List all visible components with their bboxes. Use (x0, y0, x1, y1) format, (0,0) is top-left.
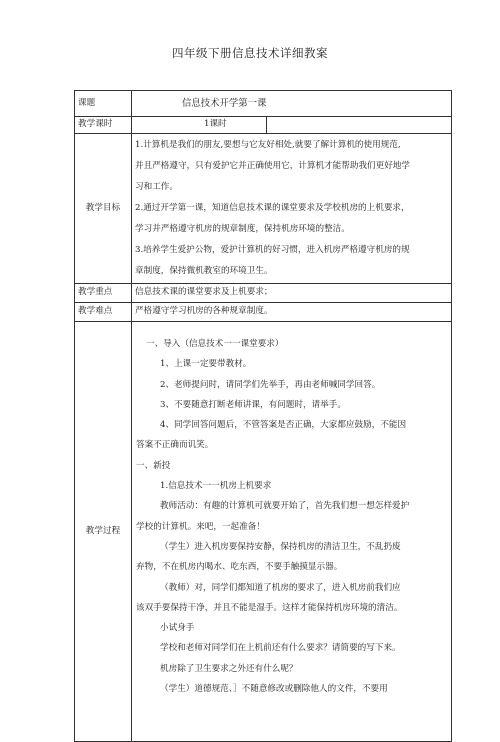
key-points-label: 教学重点 (75, 284, 132, 303)
process-line: （学生）道德规范、］不随意修改或删除他人的文件，不要用 (160, 684, 388, 695)
process-line: 弃物，不在机房内喝水、吃东西，不要手触摸显示器。 (136, 562, 343, 573)
process-line: 3、不要随意打断老师讲课，有问题时，请举手。 (160, 399, 346, 410)
process-line: 4、同学回答问题后，不管答案是否正确，大家都应鼓励，不能因 (160, 420, 407, 431)
table-row-hours (75, 117, 452, 134)
table-row-difficulties (75, 303, 452, 322)
hours-empty-cell (267, 117, 452, 134)
hours-label: 教学课时 (75, 117, 132, 134)
difficulties-value: 严格遵守学习机房的各种规章制度。 (132, 303, 452, 322)
goal-line: 习和工作。 (135, 182, 178, 192)
process-line: 小试身手 (160, 623, 195, 634)
table-row-process (75, 322, 452, 742)
goal-line: 并且严格遵守，只有爱护它并正确使用它，计算机才能帮助我们更好地学 (135, 161, 411, 171)
table-row-goals (75, 134, 452, 284)
difficulties-label: 教学难点 (75, 303, 132, 322)
goal-line: 2.通过开学第一课，知道信息技术课的课堂要求及学校机房的上机要求， (135, 203, 410, 213)
key-points-value: 信息技术课的课堂要求及上机要求； (132, 284, 452, 303)
goals-label: 教学目标 (75, 134, 132, 284)
hours-value: 1课时 (132, 117, 267, 134)
document-title: 四年级下册信息技术详细教案 (172, 46, 328, 60)
goal-line: 1.计算机是我们的朋友,要想与它友好相处,就要了解计算机的使用规范, (135, 140, 401, 150)
process-line: 答案不正确而讥笑。 (136, 440, 214, 451)
process-line: 该双手要保持干净，并且不能是湿手。这样才能保持机房环境的清洁。 (136, 602, 403, 613)
topic-label: 课题 (75, 91, 132, 117)
process-line: 机房除了卫生要求之外还有什么呢？ (160, 663, 298, 674)
goals-content (132, 134, 452, 284)
process-line: 教师活动：有趣的计算机可就要开始了，首先我们想一想怎样爱护 (160, 501, 410, 512)
topic-value: 信息技术开学第一课 (132, 91, 452, 117)
goal-line: 3.培养学生爱护公物，爱护计算机的好习惯，进入机房严格遵守机房的规 (135, 245, 410, 255)
lesson-plan-table (74, 90, 452, 742)
goal-line: 学习并严格遵守机房的规章制度，保持机房环境的整洁。 (135, 224, 350, 234)
process-line: 一、导入（信息技术一一课堂要求） (146, 339, 284, 349)
process-line: （教师）对，同学们都知道了机房的要求了，进入机房前我们应 (160, 582, 401, 593)
process-line: 学校的计算机。来吧，一起准备！ (136, 521, 265, 532)
process-content (132, 322, 452, 742)
process-label: 教学过程 (75, 322, 132, 742)
process-line: 学校和老师对同学们在上机前还有什么要求？请简要的写下来。 (160, 643, 401, 654)
process-line: （学生）进入机房要保持安静，保持机房的清洁卫生，不乱扔废 (160, 541, 401, 552)
process-line: 1、上课一定要带教材。 (160, 359, 252, 370)
process-line: 1.信息技术一一机房上机要求 (160, 481, 272, 492)
table-row-key-points (75, 284, 452, 303)
process-line: 一、新投 (136, 460, 171, 471)
table-row-topic (75, 91, 452, 117)
process-line: 2、老师提问时，请同学们先举手，再由老师喊同学回答。 (160, 379, 381, 390)
goal-line: 章制度，保持微机教室的环境卫生。 (135, 266, 273, 276)
